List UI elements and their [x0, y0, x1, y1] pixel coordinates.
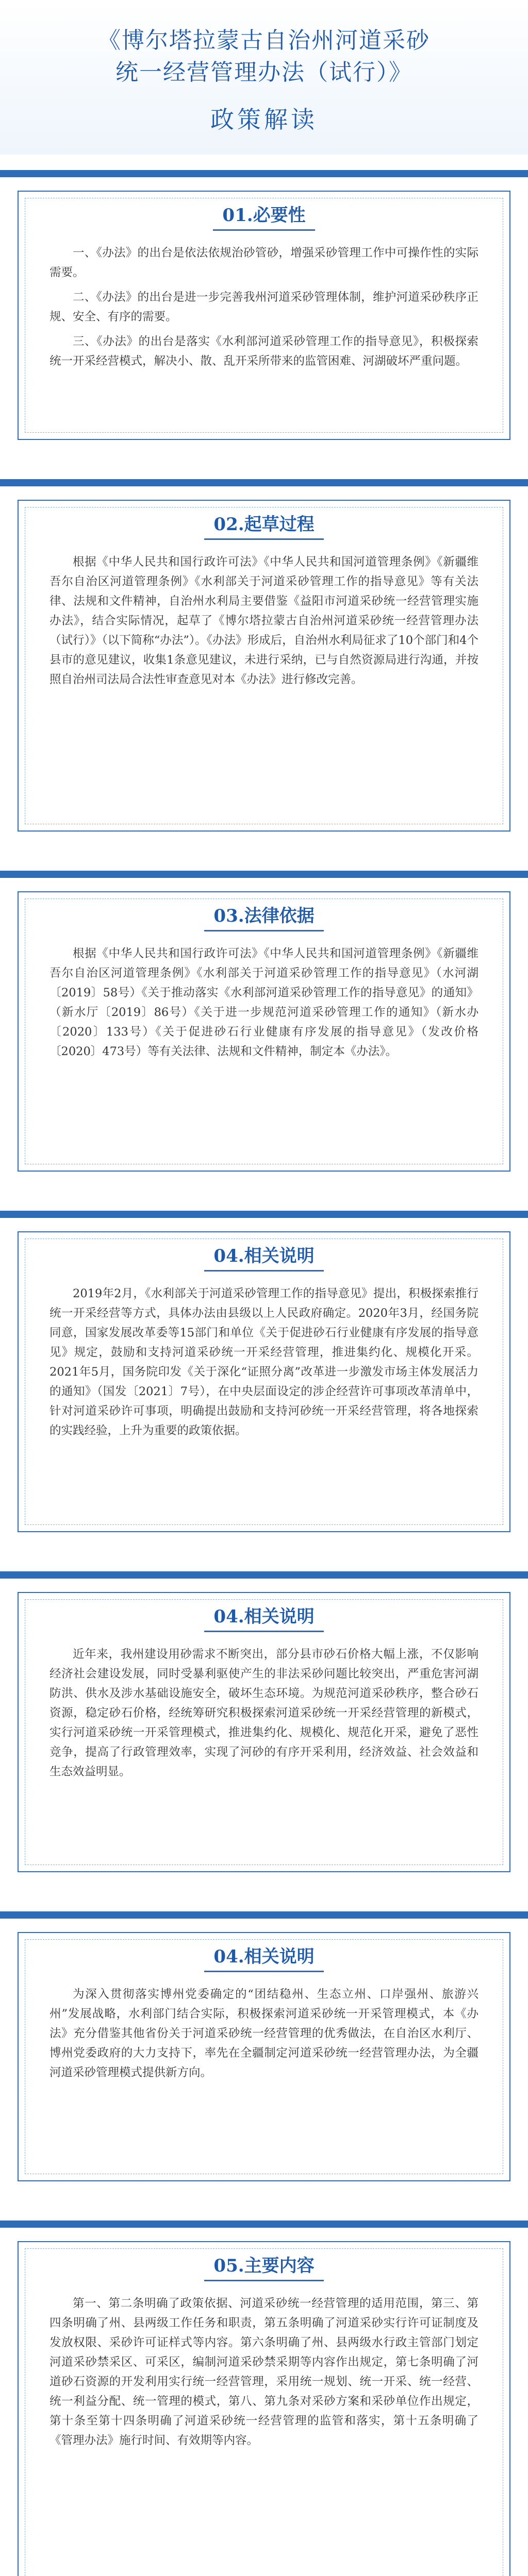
section-heading-text: 05.主要内容	[204, 2251, 323, 2281]
section-body	[50, 243, 478, 376]
section-notes-2	[0, 1571, 528, 1891]
section-body	[50, 2294, 478, 2455]
section-notes-1	[0, 1211, 528, 1551]
title-line-2: 统一经营管理办法（试行）》	[116, 59, 412, 86]
section-card	[18, 500, 510, 832]
paragraph: 二、《办法》的出台是进一步完善我州河道采砂管理体制，维护河道采砂秩序正规、安全、有序的需要。	[50, 291, 478, 324]
section-heading	[19, 1242, 509, 1272]
section-heading	[19, 2251, 509, 2281]
section-card	[18, 1932, 510, 2181]
paragraph: 三、《办法》的出台是落实《水利部河道采砂管理工作的指导意见》，积极探索统一开采经营模式，解决小、散、乱开采所带来的监管困难、河湖破坏严重问题。	[50, 335, 478, 368]
section-body	[50, 944, 478, 1066]
section-body	[50, 1284, 478, 1446]
section-body	[50, 1645, 478, 1787]
section-heading-text: 01.必要性	[213, 201, 315, 231]
section-heading-text: 04.相关说明	[204, 1602, 323, 1632]
section-heading	[19, 902, 509, 931]
section-top-bar	[0, 2221, 528, 2228]
section-top-bar	[0, 1911, 528, 1919]
title-line-1: 《博尔塔拉蒙古自治州河道采砂	[98, 27, 430, 54]
section-card	[18, 891, 510, 1172]
paragraph: 近年来，我州建设用砂需求不断突出，部分县市砂石价格大幅上涨，不仅影响经济社会建设发展，同时受暴利驱使产生的非法采砂问题比较突出，严重危害河湖防洪、供水及涉水基础设施安全，破坏生态环境。为规范河道采砂秩序，整合砂石资源，稳定砂石价格，经统筹研究积极探索河道采砂统一开采经营管理的新模式，实行河道采砂统一开采管理模式，推进集约化、规模化、规范化开采，避免了恶性竞争，提高了行政管理效率，实现了河砂的有序开采利用，经济效益、社会效益和生态效益明显。	[50, 1648, 478, 1778]
paragraph: 为深入贯彻落实博州党委确定的“团结稳州、生态立州、口岸强州、旅游兴州”发展战略，水利部门结合实际，积极探索河道采砂统一开采管理模式，本《办法》充分借鉴其他省份关于河道采砂统一经营管理的优秀做法，在自治区水利厅、博州党委政府的大力支持下，率先在全疆制定河道采砂统一经营管理办法，为全疆河道采砂管理模式提供新方向。	[50, 1988, 478, 2079]
section-top-bar	[0, 871, 528, 878]
section-notes-3	[0, 1911, 528, 2200]
section-top-bar	[0, 1571, 528, 1579]
section-heading-text: 04.相关说明	[204, 1242, 323, 1272]
paragraph: 一、《办法》的出台是依法依规治砂管砂，增强采砂管理工作中可操作性的实际需要。	[50, 246, 478, 279]
section-top-bar	[0, 1211, 528, 1218]
section-heading	[19, 201, 509, 231]
section-card	[18, 1592, 510, 1872]
section-card	[18, 191, 510, 440]
section-heading	[19, 510, 509, 540]
section-card	[18, 2241, 510, 2576]
section-heading-text: 03.法律依据	[204, 902, 323, 931]
section-heading-text: 02.起草过程	[204, 510, 323, 540]
section-card	[18, 1231, 510, 1532]
paragraph: 根据《中华人民共和国行政许可法》《中华人民共和国河道管理条例》《新疆维吾尔自治区河道管理条例》《水利部关于河道采砂管理工作的指导意见》等有关法律、法规和文件精神，自治州水利局主要借鉴《益阳市河道采砂统一经营管理实施办法》，结合实际情况，起草了《博尔塔拉蒙古自治州河道采砂统一经营管理办法（试行）》（以下简称“办法”）。《办法》形成后，自治州水利局征求了10个部门和4个县市的意见建议，收集1条意见建议，未进行采纳，已与自然资源局进行沟通，并按照自治州司法局合法性审查意见对本《办法》进行修改完善。	[50, 555, 478, 686]
page-title	[31, 25, 497, 89]
paragraph: 根据《中华人民共和国行政许可法》《中华人民共和国河道管理条例》《新疆维吾尔自治区河道管理条例》《水利部关于河道采砂管理工作的指导意见》（水河湖〔2019〕58号）《关于推动落实《水利部河道采砂管理工作的指导意见》的通知》（新水厅〔2019〕86号）《关于进一步规范河道采砂管理工作的通知》（新水办〔2020〕133号）《关于促进砂石行业健康有序发展的指导意见》（发改价格〔2020〕473号）等有关法律、法规和文件精神，制定本《办法》。	[50, 947, 478, 1058]
section-heading	[19, 1942, 509, 1972]
section-legal-basis	[0, 871, 528, 1190]
section-top-bar	[0, 170, 528, 177]
section-content-1	[0, 2221, 528, 2576]
section-heading-text: 04.相关说明	[204, 1942, 323, 1972]
section-necessity	[0, 170, 528, 459]
section-heading	[19, 1602, 509, 1632]
page-header	[0, 0, 528, 155]
paragraph: 2019年2月，《水利部关于河道采砂管理工作的指导意见》提出，积极探索推行统一开采经营等方式，具体办法由县级以上人民政府确定。2020年3月，经国务院同意，国家发展改革委等15部门和单位《关于促进砂石行业健康有序发展的指导意见》规定，鼓励和支持河道采砂统一开采经营管理，推进集约化、规模化开采。2021年5月，国务院印发《关于深化“证照分离”改革进一步激发市场主体发展活力的通知》（国发〔2021〕7号），在中央层面设定的涉企经营许可事项改革清单中，针对河道采砂许可事项，明确提出鼓励和支持河砂统一开采经营管理，将各地探索的实践经验，上升为重要的政策依据。	[50, 1287, 478, 1437]
page-subtitle: 政策解读	[210, 106, 318, 133]
section-body	[50, 1985, 478, 2088]
paragraph: 第一、第二条明确了政策依据、河道采砂统一经营管理的适用范围，第三、第四条明确了州、县两级工作任务和职责，第五条明确了河道采砂实行许可证制度及发放权限、采砂许可证样式等内容。第六条明确了州、县两级水行政主管部门划定河道采砂禁采区、可采区，编制河道采砂禁采期等内容作出规定，第七条明确了河道砂石资源的开发利用实行统一经营管理，采用统一规划、统一开采、统一经营、统一利益分配、统一管理的模式，第八、第九条对采砂方案和采砂单位作出规定，第十条至第十四条明确了河道采砂统一经营管理的监管和落实，第十五条明确了《管理办法》施行时间、有效期等内容。	[50, 2297, 478, 2447]
section-top-bar	[0, 479, 528, 486]
section-drafting	[0, 479, 528, 850]
section-body	[50, 552, 478, 694]
